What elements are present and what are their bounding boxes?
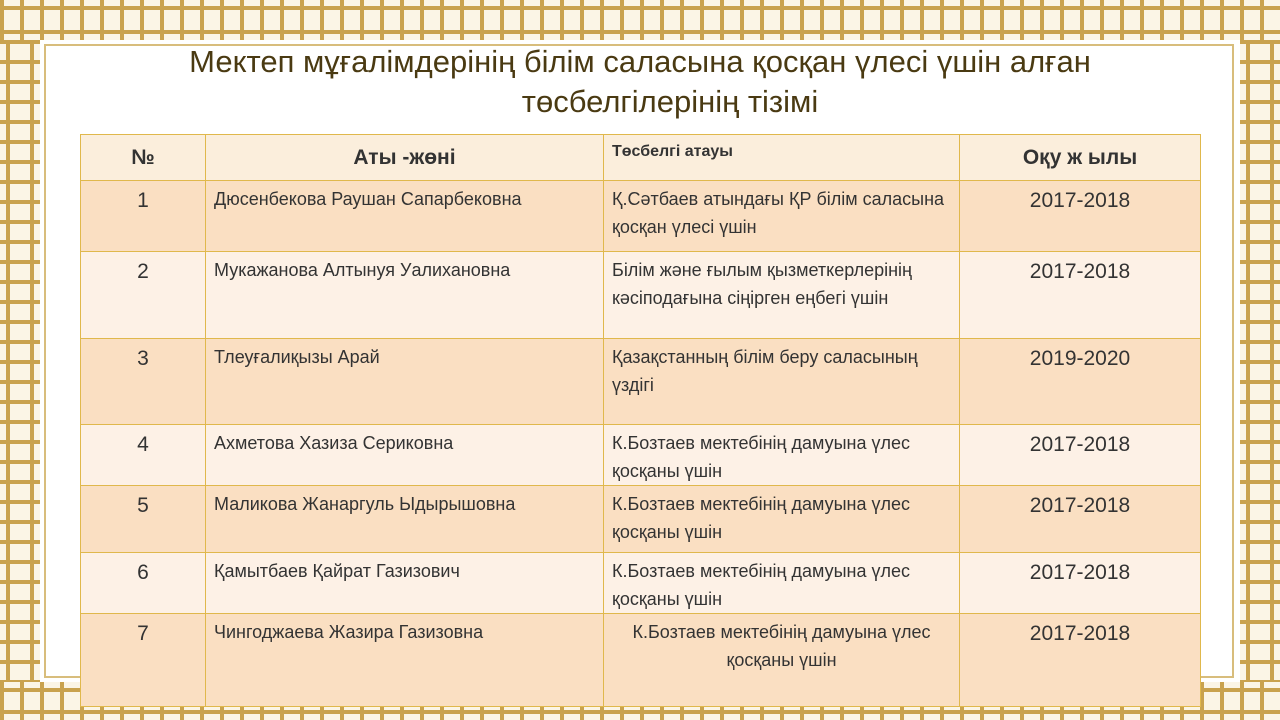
row-name: Қамытбаев Қайрат Газизович bbox=[206, 553, 604, 614]
row-number: 5 bbox=[81, 486, 206, 553]
row-year: 2019-2020 bbox=[960, 339, 1201, 425]
slide-title bbox=[70, 42, 1210, 122]
table-row bbox=[81, 486, 1201, 553]
header-num: № bbox=[81, 135, 206, 181]
row-number: 3 bbox=[81, 339, 206, 425]
border-left-ornament bbox=[0, 40, 40, 682]
table-row bbox=[81, 553, 1201, 614]
row-award: Қ.Сәтбаев атындағы ҚР білім саласына қосқан үлесі үшін bbox=[604, 181, 960, 252]
row-year: 2017-2018 bbox=[960, 181, 1201, 252]
row-number: 2 bbox=[81, 252, 206, 339]
row-year: 2017-2018 bbox=[960, 252, 1201, 339]
border-top-ornament bbox=[0, 0, 1280, 40]
table-row bbox=[81, 252, 1201, 339]
row-number: 7 bbox=[81, 614, 206, 707]
row-award: К.Бозтаев мектебінің дамуына үлес қосқаны үшін bbox=[604, 553, 960, 614]
table-row bbox=[81, 339, 1201, 425]
table-row bbox=[81, 425, 1201, 486]
border-right-ornament bbox=[1240, 40, 1280, 682]
row-award: Білім және ғылым қызметкерлерінің кәсіподағына сіңірген еңбегі үшін bbox=[604, 252, 960, 339]
row-number: 6 bbox=[81, 553, 206, 614]
row-award: К.Бозтаев мектебінің дамуына үлес қосқаны үшін bbox=[604, 486, 960, 553]
row-name: Ахметова Хазиза Сериковна bbox=[206, 425, 604, 486]
row-name: Тлеуғалиқызы Арай bbox=[206, 339, 604, 425]
row-award: Қазақстанның білім беру саласының үздігі bbox=[604, 339, 960, 425]
row-year: 2017-2018 bbox=[960, 425, 1201, 486]
row-number: 1 bbox=[81, 181, 206, 252]
awards-table bbox=[80, 134, 1201, 707]
row-name: Дюсенбекова Раушан Сапарбековна bbox=[206, 181, 604, 252]
row-name: Чингоджаева Жазира Газизовна bbox=[206, 614, 604, 707]
row-name: Маликова Жанаргуль Ыдырышовна bbox=[206, 486, 604, 553]
slide-title-line-1: Мектеп мұғалімдерінің білім саласына қосқан үлесі үшін алған bbox=[189, 44, 1091, 79]
header-award: Төсбелгі атауы bbox=[604, 135, 960, 181]
header-name: Аты -жөні bbox=[206, 135, 604, 181]
row-number: 4 bbox=[81, 425, 206, 486]
header-year: Оқу ж ылы bbox=[960, 135, 1201, 181]
row-award: К.Бозтаев мектебінің дамуына үлес қосқаны үшін bbox=[604, 425, 960, 486]
table-header-row bbox=[81, 135, 1201, 181]
row-year: 2017-2018 bbox=[960, 614, 1201, 707]
row-year: 2017-2018 bbox=[960, 486, 1201, 553]
row-award: К.Бозтаев мектебінің дамуына үлес қосқаны үшін bbox=[604, 614, 960, 707]
table-row bbox=[81, 181, 1201, 252]
slide-title-line-2: төсбелгілерінің тізімі bbox=[521, 84, 819, 119]
table-row bbox=[81, 614, 1201, 707]
row-name: Мукажанова Алтынуя Уалихановна bbox=[206, 252, 604, 339]
row-year: 2017-2018 bbox=[960, 553, 1201, 614]
